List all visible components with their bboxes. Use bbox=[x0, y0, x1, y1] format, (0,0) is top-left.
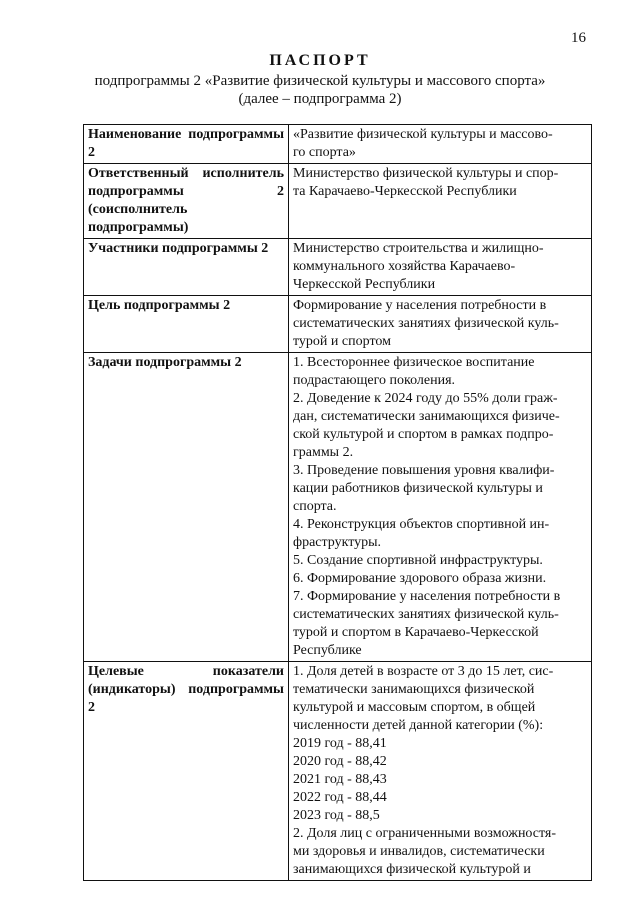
row-value bbox=[289, 353, 592, 662]
value-line: ской культурой и спортом в рамках подпро- bbox=[293, 427, 554, 442]
table-row bbox=[84, 353, 592, 662]
document-subtitle-note: (далее – подпрограмма 2) bbox=[238, 91, 402, 107]
value-line: «Развитие физической культуры и массово- bbox=[293, 127, 553, 142]
value-line: 1. Всестороннее физическое воспитание bbox=[293, 355, 535, 370]
value-line: турой и спортом в Карачаево-Черкесской bbox=[293, 625, 539, 640]
row-label: Задачи подпрограммы 2 bbox=[84, 353, 289, 662]
value-line: 2022 год - 88,44 bbox=[293, 790, 387, 805]
value-line: ми здоровья и инвалидов, систематически bbox=[293, 844, 545, 859]
value-line: Министерство физической культуры и спор- bbox=[293, 166, 559, 181]
value-line: 6. Формирование здорового образа жизни. bbox=[293, 571, 547, 586]
row-label: Участники подпрограммы 2 bbox=[84, 239, 289, 296]
row-value bbox=[289, 125, 592, 164]
row-label: Целевые показатели (индикаторы) подпрограммы 2 bbox=[84, 662, 289, 881]
table-row bbox=[84, 164, 592, 239]
value-line: 2020 год - 88,42 bbox=[293, 754, 387, 769]
value-line: 2019 год - 88,41 bbox=[293, 736, 387, 751]
value-line: подрастающего поколения. bbox=[293, 373, 456, 388]
value-line: культурой и массовым спортом, в общей bbox=[293, 700, 536, 715]
value-line: фраструктуры. bbox=[293, 535, 382, 550]
table-row bbox=[84, 125, 592, 164]
row-label: Наименование подпрограммы 2 bbox=[84, 125, 289, 164]
value-line: Министерство строительства и жилищно- bbox=[293, 241, 544, 256]
value-line: кации работников физической культуры и bbox=[293, 481, 543, 496]
value-line: коммунального хозяйства Карачаево- bbox=[293, 259, 516, 274]
value-line: дан, систематически занимающихся физиче- bbox=[293, 409, 560, 424]
row-label: Ответственный исполнитель подпрограммы 2 (соисполнитель подпрограммы) bbox=[84, 164, 289, 239]
value-line: 5. Создание спортивной инфраструктуры. bbox=[293, 553, 543, 568]
row-value bbox=[289, 296, 592, 353]
value-line: 4. Реконструкция объектов спортивной ин- bbox=[293, 517, 550, 532]
row-value bbox=[289, 164, 592, 239]
value-line: Республике bbox=[293, 643, 362, 658]
value-line: го спорта» bbox=[293, 145, 356, 160]
value-line: 2021 год - 88,43 bbox=[293, 772, 387, 787]
document-title: ПАСПОРТ bbox=[269, 52, 371, 69]
value-line: спорта. bbox=[293, 499, 337, 514]
value-line: занимающихся физической культурой и bbox=[293, 862, 531, 877]
value-line: турой и спортом bbox=[293, 334, 391, 349]
value-line: тематически занимающихся физической bbox=[293, 682, 535, 697]
value-line: 2. Доведение к 2024 году до 55% доли граж- bbox=[293, 391, 558, 406]
value-line: систематических занятиях физической куль- bbox=[293, 607, 559, 622]
table-row bbox=[84, 239, 592, 296]
page-number: 16 bbox=[571, 30, 586, 46]
value-line: граммы 2. bbox=[293, 445, 354, 460]
row-value bbox=[289, 662, 592, 881]
value-line: Черкесской Республики bbox=[293, 277, 436, 292]
table-row bbox=[84, 662, 592, 881]
passport-table bbox=[83, 124, 592, 881]
value-line: та Карачаево-Черкесской Республики bbox=[293, 184, 517, 199]
value-line: Формирование у населения потребности в bbox=[293, 298, 547, 313]
table-row bbox=[84, 296, 592, 353]
value-line: 2023 год - 88,5 bbox=[293, 808, 380, 823]
row-value bbox=[289, 239, 592, 296]
value-line: 1. Доля детей в возрасте от 3 до 15 лет, сис- bbox=[293, 664, 554, 679]
value-line: систематических занятиях физической куль- bbox=[293, 316, 559, 331]
value-line: 7. Формирование у населения потребности в bbox=[293, 589, 561, 604]
row-label: Цель подпрограммы 2 bbox=[84, 296, 289, 353]
document-subtitle: подпрограммы 2 «Развитие физической культуры и массового спорта» bbox=[94, 73, 546, 89]
value-line: 2. Доля лиц с ограниченными возможностя- bbox=[293, 826, 557, 841]
value-line: 3. Проведение повышения уровня квалифи- bbox=[293, 463, 555, 478]
value-line: численности детей данной категории (%): bbox=[293, 718, 544, 733]
